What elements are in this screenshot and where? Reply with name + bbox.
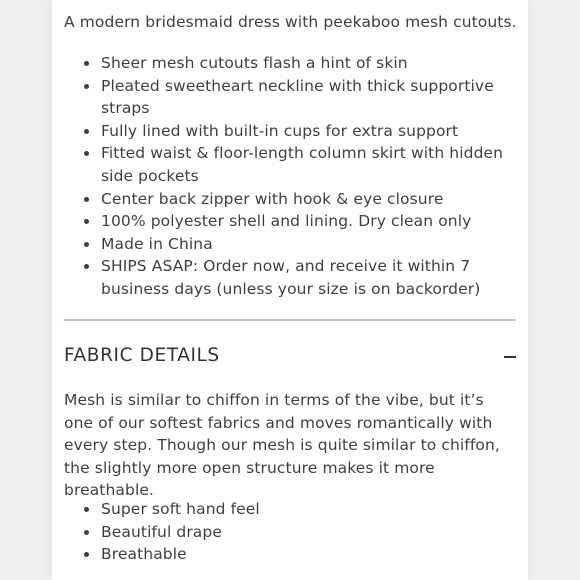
list-item: 100% polyester shell and lining. Dry clean only xyxy=(101,210,521,233)
list-item: Made in China xyxy=(101,233,521,256)
list-item: Sheer mesh cutouts flash a hint of skin xyxy=(101,52,521,75)
fabric-details-heading[interactable]: FABRIC DETAILS xyxy=(64,345,220,366)
list-item: Fitted waist & floor-length column skirt with hidden side pockets xyxy=(101,142,521,187)
list-item: Breathable xyxy=(101,543,521,566)
product-intro: A modern bridesmaid dress with peekaboo mesh cutouts. xyxy=(64,13,517,31)
feature-list xyxy=(101,52,521,301)
section-divider xyxy=(64,319,516,321)
list-item: Super soft hand feel xyxy=(101,498,521,521)
list-item: SHIPS ASAP: Order now, and receive it within 7 business days (unless your size is on backorder) xyxy=(101,255,521,300)
product-details-card xyxy=(52,0,528,580)
fabric-points-list xyxy=(101,498,521,566)
collapse-toggle-button[interactable] xyxy=(502,346,518,366)
list-item: Center back zipper with hook & eye closure xyxy=(101,188,521,211)
minus-icon xyxy=(504,356,516,358)
list-item: Fully lined with built-in cups for extra support xyxy=(101,120,521,143)
fabric-description: Mesh is similar to chiffon in terms of the vibe, but it’s one of our softest fabrics and moves romantically with every step. Though our mesh is quite similar to chiffon, the slightly more open structure makes it more breathable. xyxy=(64,391,500,500)
list-item: Beautiful drape xyxy=(101,521,521,544)
list-item: Pleated sweetheart neckline with thick supportive straps xyxy=(101,75,521,120)
